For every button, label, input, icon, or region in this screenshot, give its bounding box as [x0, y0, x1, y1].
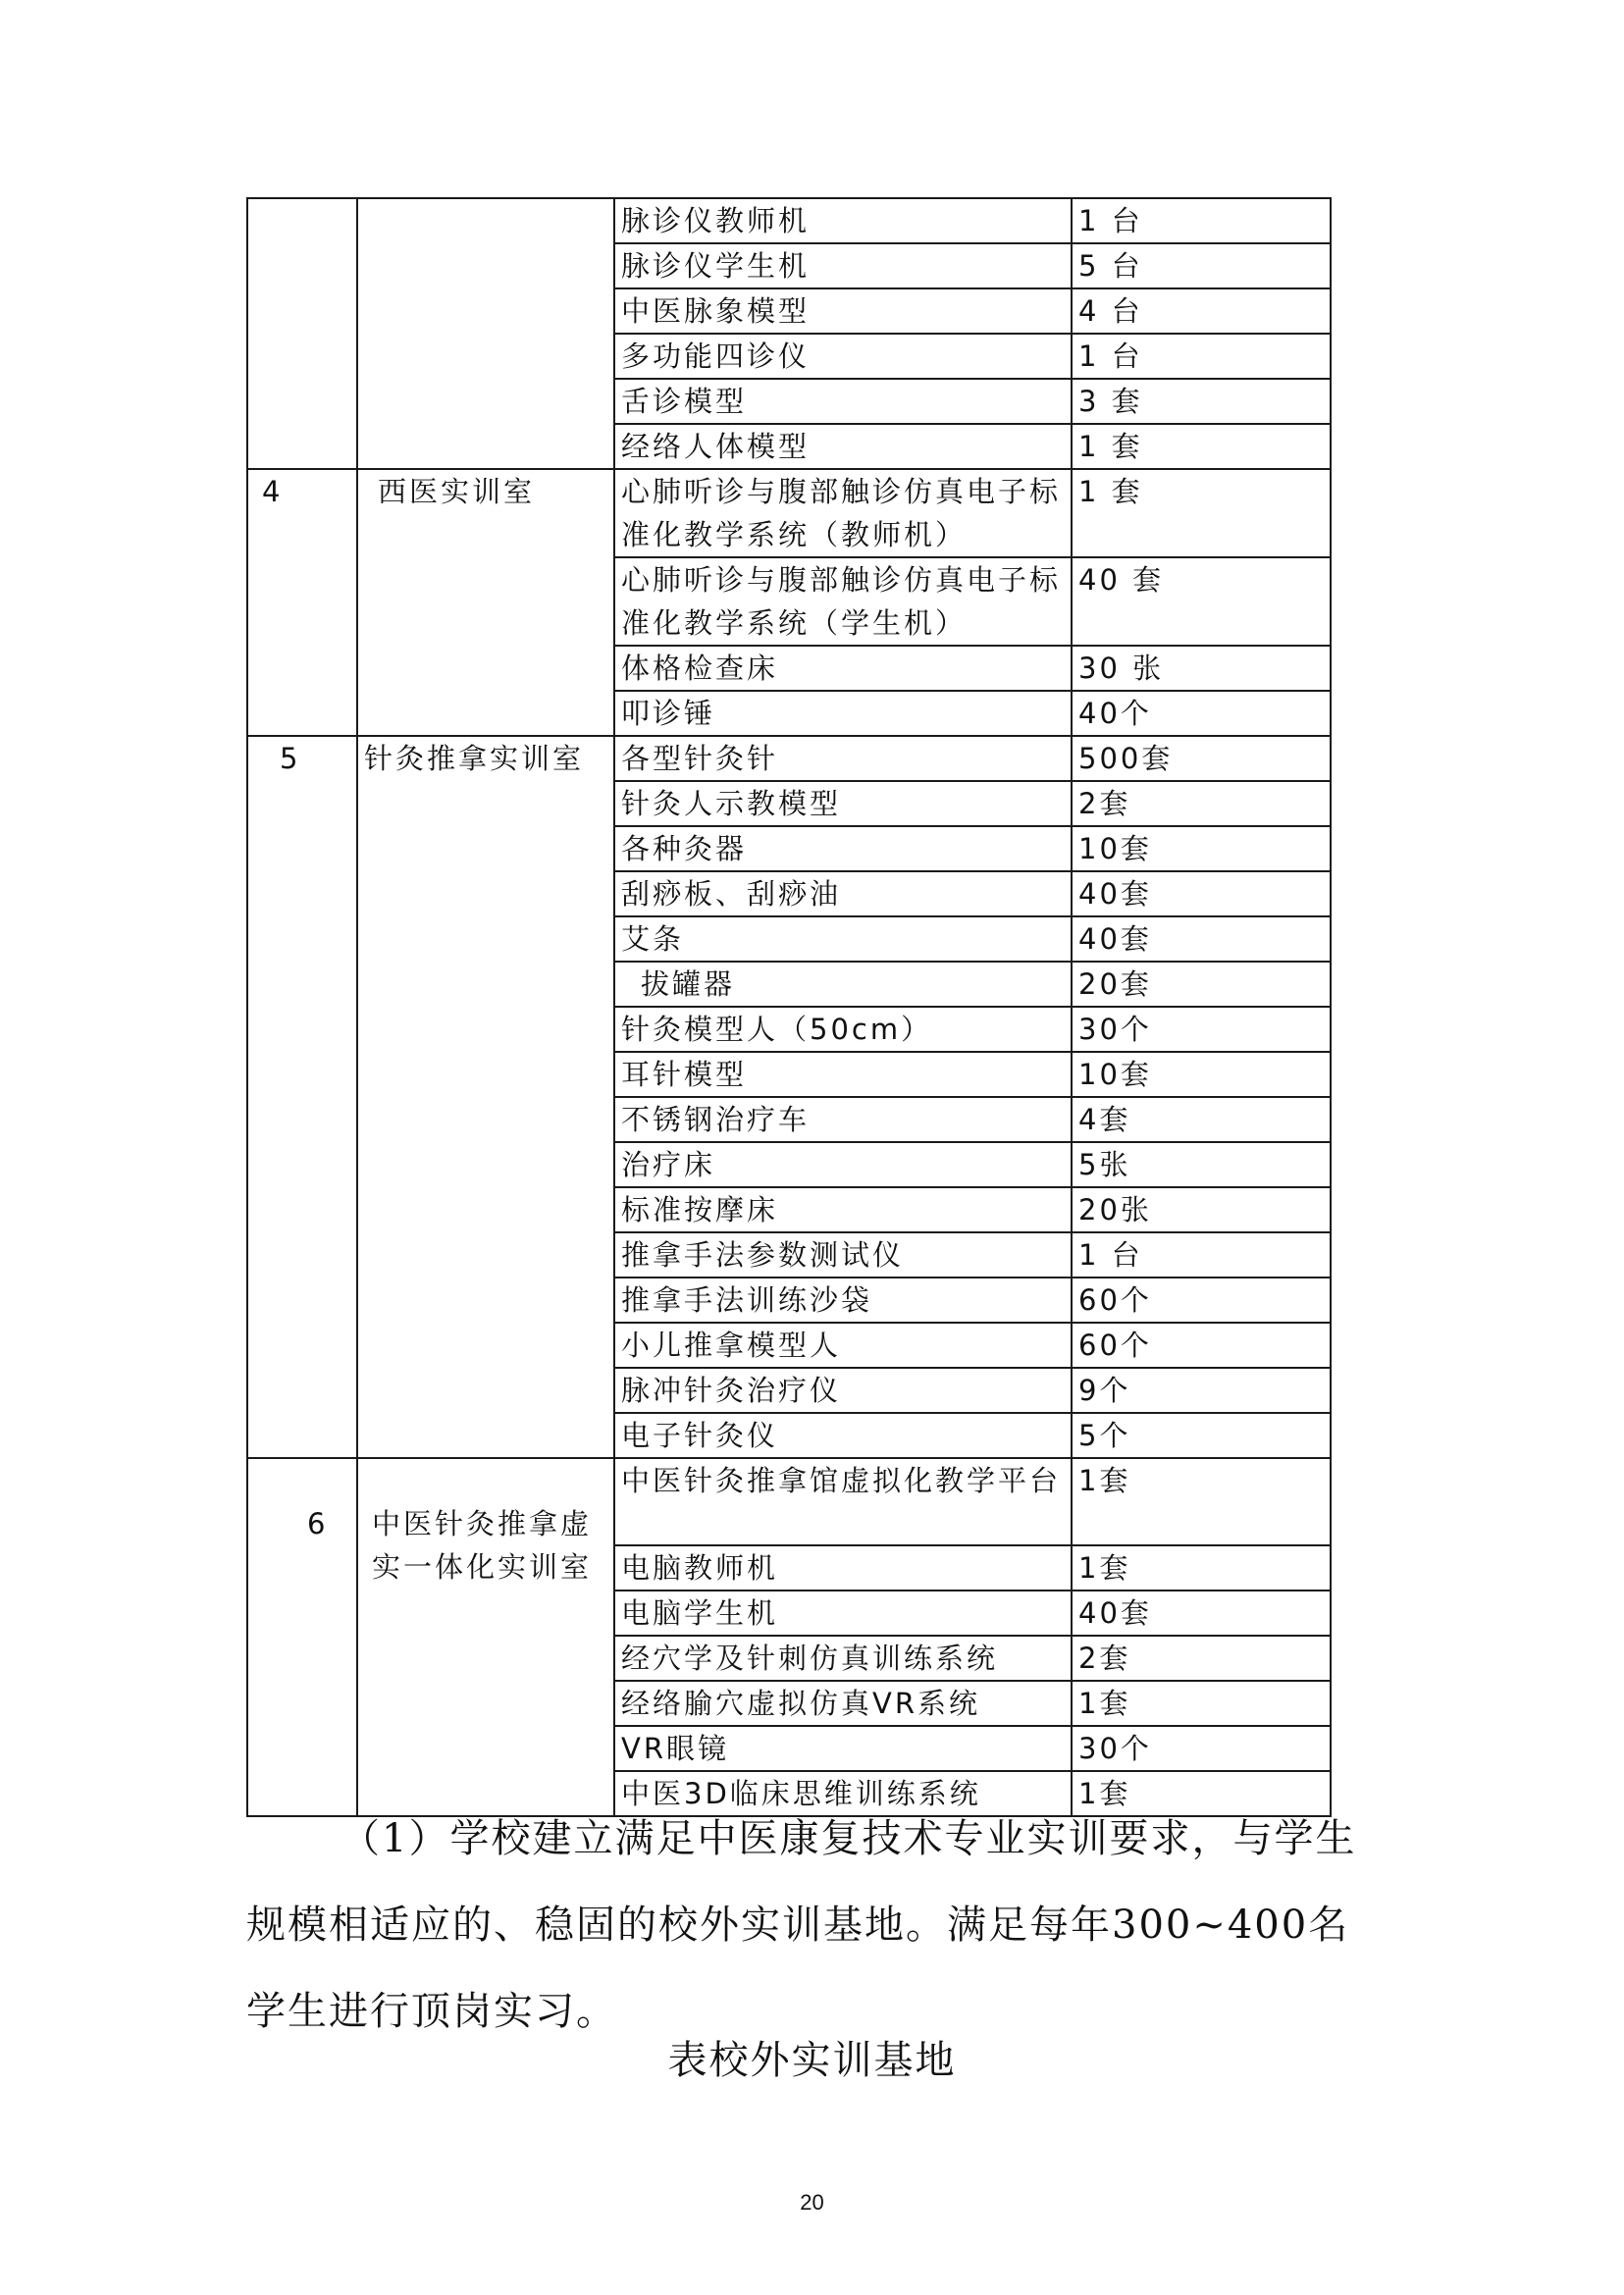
equipment-name-cell: 针灸模型人（50cm） [614, 1007, 1072, 1052]
quantity-cell: 1 台 [1072, 198, 1331, 243]
quantity-cell: 5 台 [1072, 243, 1331, 288]
equipment-name-cell: 电脑学生机 [614, 1591, 1072, 1636]
quantity-cell: 2套 [1072, 781, 1331, 826]
quantity-cell: 10套 [1072, 1052, 1331, 1097]
room-name-cell: 中医针灸推拿虚实一体化实训室 [357, 1458, 614, 1816]
equipment-name-cell: 中医3D临床思维训练系统 [614, 1771, 1072, 1816]
equipment-name-cell: 各种灸器 [614, 826, 1072, 871]
equipment-name-cell: 体格检查床 [614, 646, 1072, 691]
quantity-cell: 60个 [1072, 1323, 1331, 1368]
training-equipment-table [246, 197, 1332, 1817]
quantity-cell: 20套 [1072, 962, 1331, 1007]
table-row [247, 198, 1331, 243]
quantity-cell: 500套 [1072, 736, 1331, 781]
equipment-name-cell: 脉诊仪教师机 [614, 198, 1072, 243]
equipment-name-cell: 不锈钢治疗车 [614, 1097, 1072, 1142]
equipment-name-cell: 艾条 [614, 916, 1072, 962]
table-row [247, 1458, 1331, 1545]
serial-number-cell: 5 [247, 736, 357, 1458]
quantity-cell: 5个 [1072, 1413, 1331, 1458]
equipment-name-cell: 心肺听诊与腹部触诊仿真电子标准化教学系统（学生机） [614, 557, 1072, 646]
quantity-cell: 1 套 [1072, 424, 1331, 469]
equipment-name-cell: 中医针灸推拿馆虚拟化教学平台 [614, 1458, 1072, 1545]
quantity-cell: 30个 [1072, 1007, 1331, 1052]
equipment-name-cell: VR眼镜 [614, 1726, 1072, 1771]
equipment-name-cell: 舌诊模型 [614, 379, 1072, 424]
quantity-cell: 60个 [1072, 1278, 1331, 1323]
equipment-name-cell: 经络腧穴虚拟仿真VR系统 [614, 1681, 1072, 1726]
equipment-name-cell: 针灸人示教模型 [614, 781, 1072, 826]
paragraph-text: （1）学校建立满足中医康复技术专业实训要求，与学生规模相适应的、稳固的校外实训基地。满足每年300~400名学生进行顶岗实习。 [246, 1816, 1357, 2034]
quantity-cell: 9个 [1072, 1368, 1331, 1413]
equipment-name-cell: 叩诊锤 [614, 691, 1072, 736]
quantity-cell: 1 套 [1072, 469, 1331, 557]
quantity-cell: 1套 [1072, 1771, 1331, 1816]
page-number: 20 [800, 2190, 824, 2215]
equipment-name-cell: 电子针灸仪 [614, 1413, 1072, 1458]
quantity-cell: 1 台 [1072, 334, 1331, 379]
table-caption: 表校外实训基地 [667, 2038, 957, 2083]
room-name-cell [357, 198, 614, 469]
quantity-cell: 40套 [1072, 916, 1331, 962]
equipment-name-cell: 经穴学及针刺仿真训练系统 [614, 1636, 1072, 1681]
equipment-name-cell: 刮痧板、刮痧油 [614, 871, 1072, 916]
body-paragraph [246, 1796, 1375, 2055]
equipment-name-cell: 推拿手法训练沙袋 [614, 1278, 1072, 1323]
equipment-name-cell: 治疗床 [614, 1142, 1072, 1187]
equipment-name-cell: 推拿手法参数测试仪 [614, 1232, 1072, 1278]
quantity-cell: 40 套 [1072, 557, 1331, 646]
quantity-cell: 4套 [1072, 1097, 1331, 1142]
quantity-cell: 1套 [1072, 1681, 1331, 1726]
room-name-cell: 西医实训室 [357, 469, 614, 736]
quantity-cell: 40套 [1072, 1591, 1331, 1636]
quantity-cell: 2套 [1072, 1636, 1331, 1681]
quantity-cell: 5张 [1072, 1142, 1331, 1187]
quantity-cell: 3 套 [1072, 379, 1331, 424]
quantity-cell: 30个 [1072, 1726, 1331, 1771]
room-name-cell: 针灸推拿实训室 [357, 736, 614, 1458]
equipment-name-cell: 脉诊仪学生机 [614, 243, 1072, 288]
serial-number-cell: 4 [247, 469, 357, 736]
equipment-name-cell: 中医脉象模型 [614, 288, 1072, 334]
quantity-cell: 1套 [1072, 1458, 1331, 1545]
table-row [247, 469, 1331, 557]
quantity-cell: 10套 [1072, 826, 1331, 871]
equipment-name-cell: 经络人体模型 [614, 424, 1072, 469]
equipment-name-cell: 小儿推拿模型人 [614, 1323, 1072, 1368]
quantity-cell: 40套 [1072, 871, 1331, 916]
quantity-cell: 4 台 [1072, 288, 1331, 334]
equipment-name-cell: 多功能四诊仪 [614, 334, 1072, 379]
table-row [247, 736, 1331, 781]
equipment-name-cell: 心肺听诊与腹部触诊仿真电子标准化教学系统（教师机） [614, 469, 1072, 557]
equipment-name-cell: 标准按摩床 [614, 1187, 1072, 1232]
equipment-name-cell: 电脑教师机 [614, 1545, 1072, 1591]
quantity-cell: 1套 [1072, 1545, 1331, 1591]
quantity-cell: 1 台 [1072, 1232, 1331, 1278]
quantity-cell: 30 张 [1072, 646, 1331, 691]
equipment-name-cell: 耳针模型 [614, 1052, 1072, 1097]
equipment-name-cell: 脉冲针灸治疗仪 [614, 1368, 1072, 1413]
quantity-cell: 40个 [1072, 691, 1331, 736]
serial-number-cell [247, 198, 357, 469]
serial-number-cell: 6 [247, 1458, 357, 1816]
equipment-name-cell: 各型针灸针 [614, 736, 1072, 781]
equipment-name-cell: 拔罐器 [614, 962, 1072, 1007]
quantity-cell: 20张 [1072, 1187, 1331, 1232]
